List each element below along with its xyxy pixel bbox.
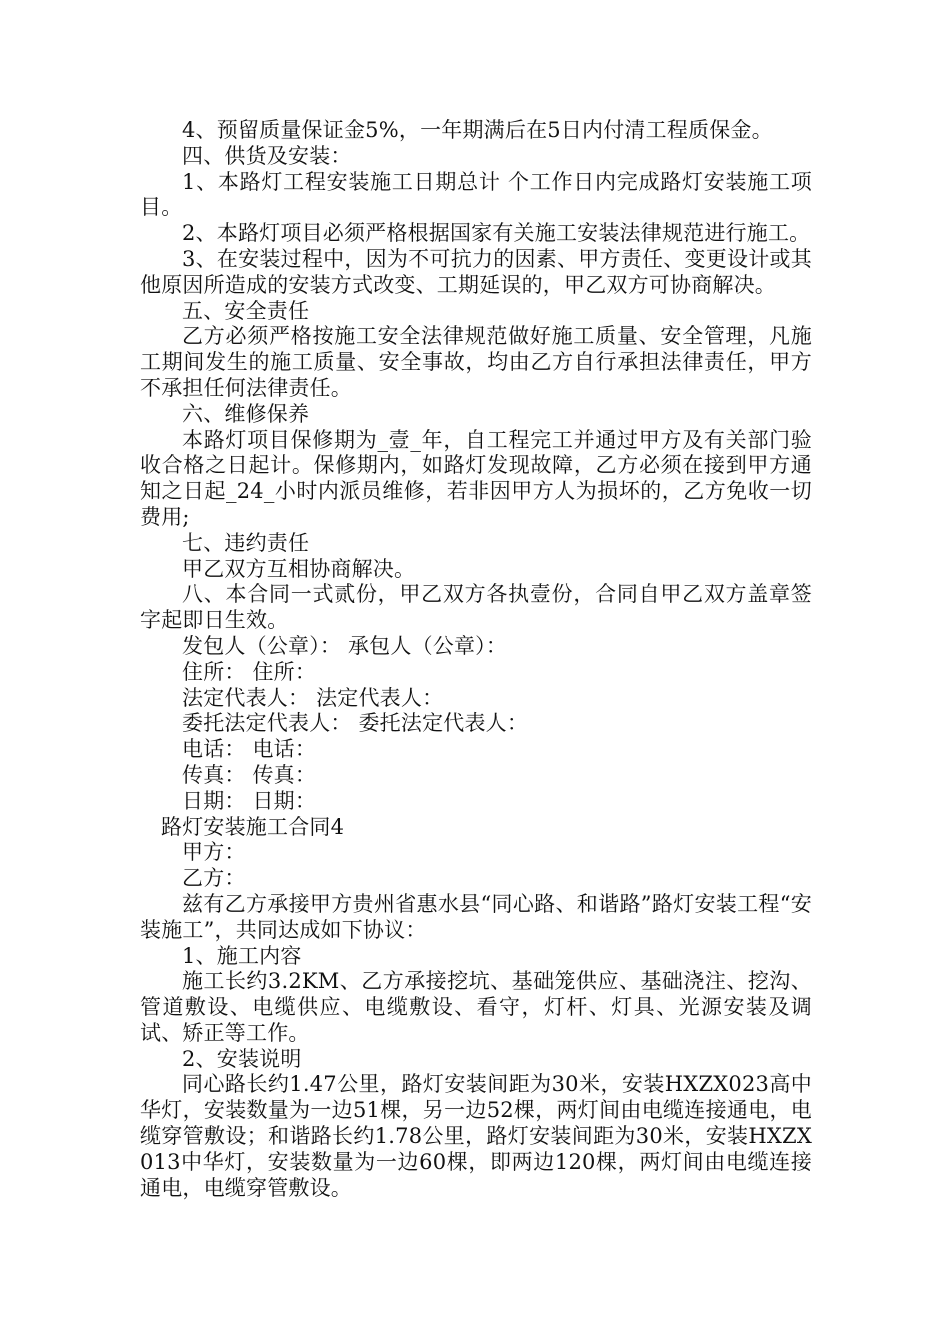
section-heading-safety: 五、安全责任 bbox=[182, 298, 310, 323]
paragraph-contract-copies: 八、本合同一式贰份，甲乙双方各执壹份，合同自甲乙双方盖章签字起即日生效。 bbox=[140, 582, 812, 633]
signature-line-seal: 发包人（公章）： 承包人（公章）： bbox=[182, 633, 508, 658]
signature-line-date: 日期： 日期： bbox=[182, 788, 317, 813]
signature-line-legal-rep: 法定代表人： 法定代表人： bbox=[182, 685, 444, 710]
paragraph-force-majeure: 3、在安装过程中，因为不可抗力的因素、甲方责任、变更设计或其他原因所造成的安装方式改变、工期延误的，甲乙双方可协商解决。 bbox=[140, 246, 812, 297]
paragraph-warranty: 本路灯项目保修期为_壹_年，自工程完工并通过甲方及有关部门验收合格之日起计。保修期内，如路灯发现故障，乙方必须在接到甲方通知之日起_24_小时内派员维修，若非因甲方人为损坏的，乙方免收一切费用; bbox=[140, 427, 812, 529]
document-body bbox=[140, 118, 812, 1201]
party-b-line: 乙方： bbox=[182, 866, 246, 891]
paragraph-safety-responsibility: 乙方必须严格按施工安全法律规范做好施工质量、安全管理，凡施工期间发生的施工质量、安全事故，均由乙方自行承担法律责任，甲方不承担任何法律责任。 bbox=[140, 324, 812, 400]
paragraph-construction-period: 1、本路灯工程安装施工日期总计 个工作日内完成路灯安装施工项目。 bbox=[140, 169, 812, 220]
paragraph-legal-compliance: 2、本路灯项目必须严格根据国家有关施工安装法律规范进行施工。 bbox=[182, 221, 811, 246]
signature-line-address: 住所： 住所： bbox=[182, 659, 317, 684]
paragraph-breach-resolution: 甲乙双方互相协商解决。 bbox=[182, 556, 416, 581]
section-heading-maintenance: 六、维修保养 bbox=[182, 401, 310, 426]
section-heading-scope: 1、施工内容 bbox=[182, 943, 302, 968]
paragraph-installation-details: 同心路长约1.47公里，路灯安装间距为30米，安装HXZX023高中华灯，安装数量为一边51棵，另一边52棵，两灯间由电缆连接通电，电缆穿管敷设；和谐路长约1.78公里，路灯安装间距为30米，安装HXZX013中华灯，安装数量为一边60棵，即两边120棵，两灯间由电缆连接通电，电缆穿管敷设。 bbox=[140, 1072, 812, 1200]
signature-line-phone: 电话： 电话： bbox=[182, 737, 317, 762]
contract-title: 路灯安装施工合同4 bbox=[161, 814, 345, 839]
paragraph-retention-deposit: 4、预留质量保证金5%，一年期满后在5日内付清工程质保金。 bbox=[182, 118, 773, 142]
section-heading-supply-installation: 四、供货及安装： bbox=[182, 143, 352, 168]
section-heading-breach: 七、违约责任 bbox=[182, 530, 310, 555]
signature-line-fax: 传真： 传真： bbox=[182, 762, 317, 787]
paragraph-scope-details: 施工长约3.2KM、乙方承接挖坑、基础笼供应、基础浇注、挖沟、管道敷设、电缆供应、电缆敷设、看守，灯杆、灯具、光源安装及调试、矫正等工作。 bbox=[140, 969, 812, 1045]
signature-line-delegate: 委托法定代表人： 委托法定代表人： bbox=[182, 711, 529, 736]
party-a-line: 甲方： bbox=[182, 840, 246, 865]
paragraph-agreement-intro: 兹有乙方承接甲方贵州省惠水县“同心路、和谐路”路灯安装工程“安装施工”，共同达成如下协议： bbox=[140, 891, 812, 942]
section-heading-installation-notes: 2、安装说明 bbox=[182, 1046, 302, 1071]
